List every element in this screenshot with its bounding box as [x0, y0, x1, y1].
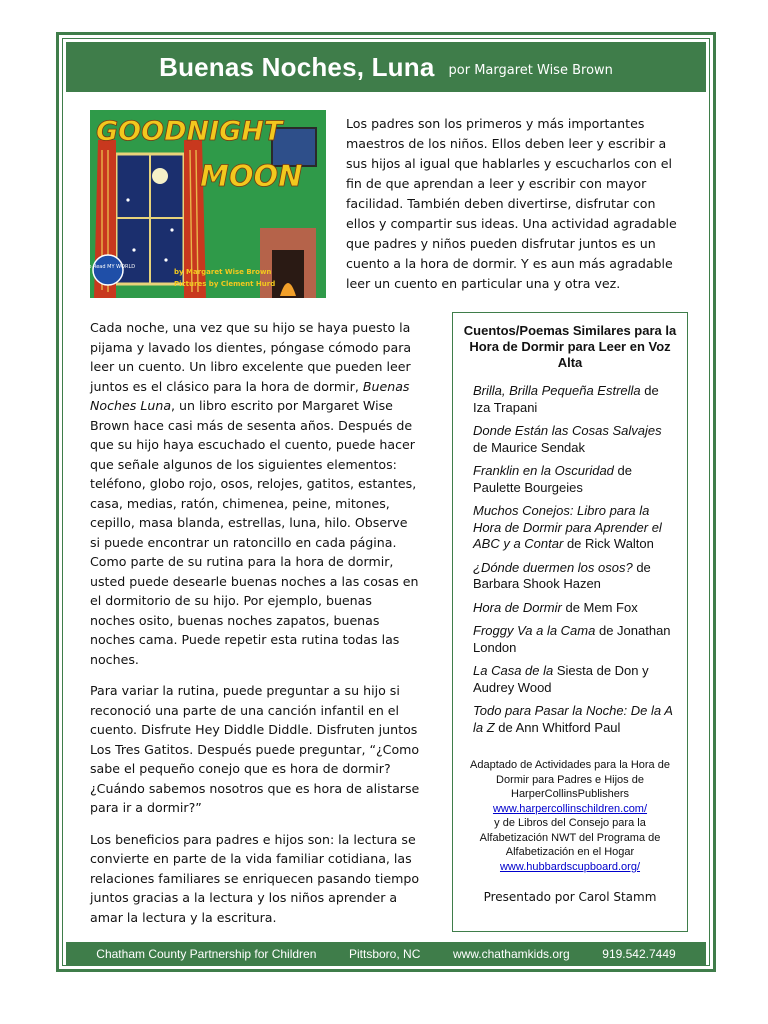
cover-title-line2: MOON [200, 159, 303, 193]
cover-credit-illustrator: Pictures by Clement Hurd [174, 280, 276, 288]
book-cover-image [80, 110, 326, 298]
book-author: de Maurice Sendak [473, 439, 586, 455]
article-paragraph-2: Para variar la rutina, puede preguntar a su hijo si reconoció una parte de una canción infantil en el cuento. Disfrute Hey Diddle Diddle. Disfruten juntos Los Tres Gatitos. Después puede preguntar, “¿Como sabe el pequeño conejo que es hora de dormir? ¿Cuándo sabemos nosotros que es hora de alistarse para ir a dormir?” [90, 683, 420, 815]
article-p1-text-b: , un libro escrito por Margaret Wise Brown hace casi más de sesenta años. Después de que su hijo haya escuchado el cuento, puede hacer que señale algunos de los siguientes elementos: teléfono, globo rojo, osos, relojes, gatitos, estantes, casa, medias, ratón, chimenea, peine, mitones, cepillo, masa blanda, estrellas, luna, hilo. Observe si puede encontrar un ratoncillo en cada página. Como parte de su rutina para la hora de dormir, usted puede desearle buenas noches a las cosas en el dormitorio de su hijo. Por ejemplo, buenas noches osito, buenas noches zapatos, buenas noches cama. Puede repetir esta rutina todas las noches. [90, 398, 419, 667]
book-author: de Rick Walton [563, 536, 654, 551]
footer-website: www.chathamkids.org [452, 947, 570, 961]
list-item [473, 600, 677, 617]
book-title: Donde Están las Cosas Salvajes [473, 423, 662, 438]
list-item [473, 463, 677, 496]
cover-title-line1: GOODNIGHT [96, 116, 283, 147]
footer-banner [66, 942, 706, 966]
page-title: Buenas Noches, Luna [159, 51, 435, 82]
source-text-1: Adaptado de Actividades para la Hora de Dormir para Padres e Hijos de HarperCollinsPublishers [470, 759, 670, 800]
intro-paragraph: Los padres son los primeros y más importantes maestros de los niños. Ellos deben leer y escribir a sus hijos al igual que hablarles y escucharlos con el fin de que aprendan a leer y escribir con mayor facilidad. También deben divertirse, disfrutar con ellos y compartir sus ideas. Una actividad agradable que padres y niños pueden disfrutar juntos es un cuento a la hora de dormir. Y es aun más agradable leer un cuento en particular una y otra vez. [346, 116, 677, 291]
book-title: Franklin en la Oscuridad [473, 463, 614, 478]
book-title: Todo para Pasar la Noche: De la A la Z [473, 703, 673, 735]
book-list [473, 383, 677, 736]
harpercollins-link[interactable]: www.harpercollinschildren.com/ [492, 802, 648, 815]
book-author: de Ann Whitford Paul [494, 719, 621, 735]
list-item [473, 663, 677, 696]
list-item [473, 423, 677, 456]
book-author: de Mem Fox [561, 599, 638, 615]
book-title: Hora de Dormir [473, 599, 562, 615]
footer-city: Pittsboro, NC [349, 947, 421, 961]
article-paragraph-1 [90, 318, 420, 669]
sidebar-title: Cuentos/Poemas Similares para la Hora de Dormir para Leer en Voz Alta [463, 323, 677, 370]
list-item [473, 503, 677, 553]
cover-badge-text: Also Read MY WORLD [80, 264, 136, 270]
footer-org: Chatham County Partnership for Children [96, 947, 317, 961]
presenter-credit: Presentado por Carol Stamm [483, 890, 657, 904]
article-paragraph-3: Los beneficios para padres e hijos son: la lectura se convierte en parte de la vida familiar cotidiana, las relaciones familiares se enriquecen pasando tiempo juntos gracias a la lectura y los niños aprender a amar la lectura y la escritura. [90, 831, 420, 925]
title-banner [66, 42, 706, 92]
book-author: Siesta de Don y Audrey Wood [473, 663, 649, 695]
list-item [473, 703, 677, 736]
source-credits [463, 758, 677, 874]
book-cover-art [80, 110, 326, 298]
book-title: Brilla, Brilla Pequeña Estrella [473, 383, 641, 398]
book-author: de Iza Trapani [473, 383, 659, 415]
book-title: La Casa de la [473, 663, 554, 678]
list-item [473, 383, 677, 416]
list-item [473, 623, 677, 656]
related-books-sidebar [452, 312, 688, 932]
cover-credit-author: by Margaret Wise Brown [174, 268, 272, 276]
book-title: Froggy Va a la Cama [473, 623, 596, 638]
article-p1-book-title: Buenas Noches Luna [90, 378, 410, 413]
list-item [473, 560, 677, 593]
page-author: por Margaret Wise Brown [448, 62, 613, 78]
book-title: ¿Dónde duermen los osos? [473, 559, 633, 575]
footer-phone: 919.542.7449 [602, 947, 676, 961]
article-p1-text-a: Cada noche, una vez que su hijo se haya puesto la pijama y lavado los dientes, póngase cómodo para leer un cuento. Un libro excelente que pueden leer juntos es el clásico para la hora de dormir, [90, 320, 412, 394]
source-text-2: y de Libros del Consejo para la Alfabetización NWT del Programa de Alfabetización en el Hogar [479, 817, 661, 858]
book-author: de Barbara Shook Hazen [473, 559, 651, 591]
book-author: de Paulette Bourgeies [473, 463, 632, 495]
main-article [90, 318, 420, 939]
hubbardscupboard-link[interactable]: www.hubbardscupboard.org/ [499, 860, 641, 873]
book-author: de Jonathan London [473, 623, 671, 655]
book-title: Muchos Conejos: Libro para la Hora de Dormir para Aprender el ABC y a Contar [473, 503, 662, 551]
